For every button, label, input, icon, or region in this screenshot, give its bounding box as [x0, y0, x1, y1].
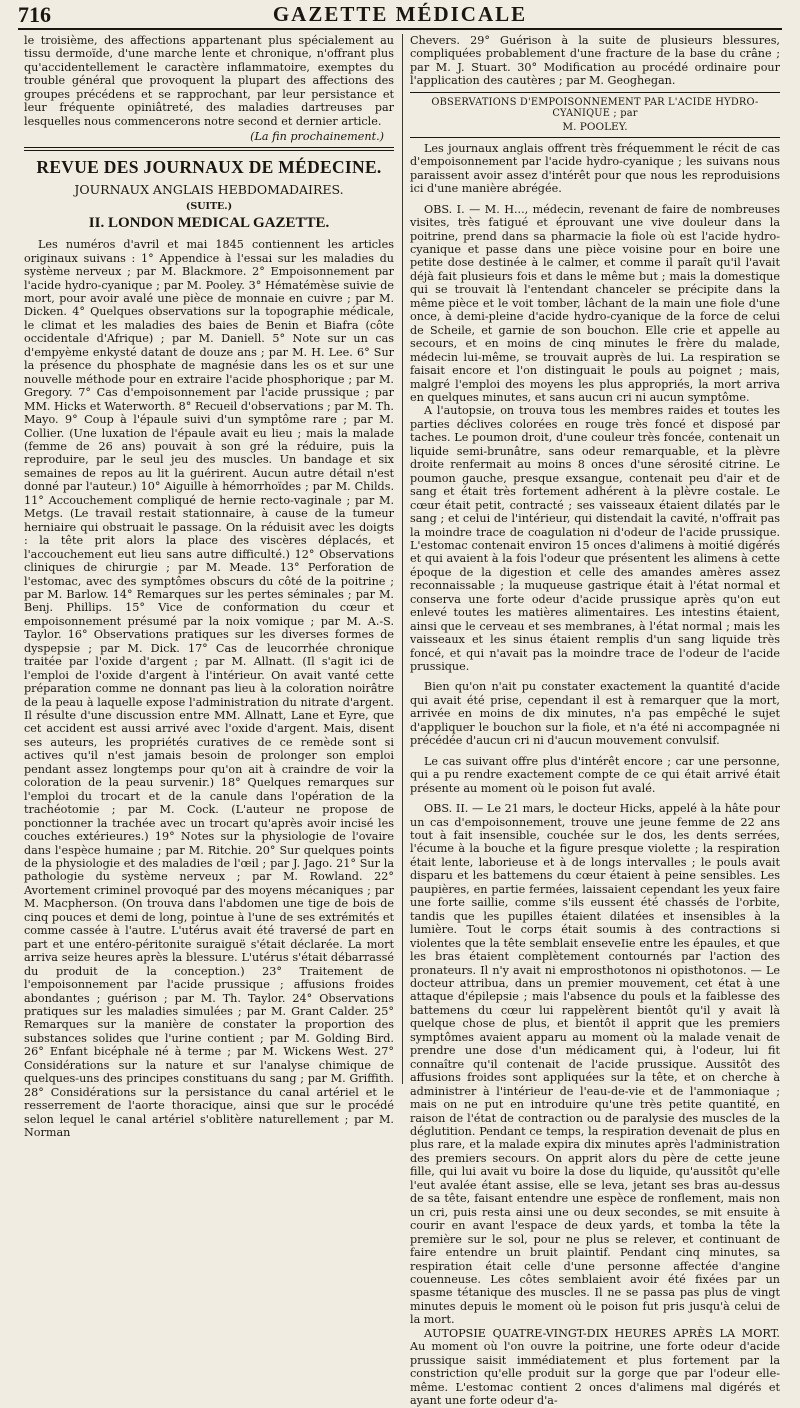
- remark-paragraph: Bien qu'on n'ait pu constater exactement la quantité d'acide qui avait été prise, cependant il est à remarquer que la mort, arrivée en moins de dix minutes, n'a pas empêché le sujet d'appliquer le bouchon sur la fiole, et n'a été ni accompagnée ni précédée d'aucun cri ni d'aucun mouvement convulsif.: [410, 680, 780, 748]
- running-head: [18, 2, 782, 30]
- articles-list-paragraph: Les numéros d'avril et mai 1845 contiennent les articles originaux suivans : 1° Appendice à l'essai sur les maladies du système nerveux ; par M. Blackmore. 2° Empoisonnement par l'acide hydro-cyanique ; par M. Pooley. 3° Hématémèse suivie de mort, pour avoir avalé une pièce de monnaie en cuivre ; par M. Dicken. 4° Quelques observations sur la topographie médicale, le climat et les maladies des baies de Benin et Biafra (côte occidentale d'Afrique) ; par M. Daniell. 5° Note sur un cas d'empyème enkysté datant de douze ans ; par M. H. Lee. 6° Sur la présence du phosphate de magnésie dans les os et sur une nouvelle méthode pour en extraire l'acide phosphorique ; par M. Gregory. 7° Cas d'empoisonnement par l'acide prussique ; par MM. Hicks et Waterworth. 8° Recueil d'observations ; par M. Th. Mayo. 9° Coup à l'épaule suivi d'un symptôme rare ; par M. Collier. (Une luxation de l'épaule avait eu lieu ; mais la malade (femme de 26 ans) pouvait à son gré la réduire, puis la reproduire, par le seul jeu des muscles. Un bandage et six semaines de repos au lit la guérirent. Aucun autre détail n'est donné par l'auteur.) 10° Aiguille à hémorrhoïdes ; par M. Childs. 11° Accouchement compliqué de hernie recto-vaginale ; par M. Metgs. (Le travail restait stationnaire, à cause de la tumeur herniaire qui obstruait le passage. On la réduisit avec les doigts : la tête prit alors la place des viscères déplacés, et l'accouchement eut lieu sans autre difficulté.) 12° Observations cliniques de chirurgie ; par M. Meade. 13° Perforation de l'estomac, avec des symptômes obscurs du côté de la poitrine ; par M. Barlow. 14° Remarques sur les pertes séminales ; par M. Benj. Phillips. 15° Vice de conformation du cœur et empoisonnement présumé par la noix vomique ; par M. A.-S. Taylor. 16° Observations pratiques sur les diverses formes de dyspepsie ; par M. Dick. 17° Cas de leucorrhée chronique traitée par l'oxide d'argent ; par M. Allnatt. (Il s'agit ici de l'emploi de l'oxide d'argent à l'intérieur. On avait vanté cette préparation comme ne donnant pas lieu à la coloration noirâtre de la peau à laquelle expose l'administration du nitrate d'argent. Il résulte d'une discussion entre MM. Allnatt, Lane et Eyre, que cet accident est aussi arrivé avec l'oxide d'argent. Mais, disent ses auteurs, les propriétés curatives de ce remède sont si actives qu'il n'est jamais besoin de prolonger son emploi pendant assez longtemps pour qu'on ait à craindre de voir la coloration de la peau survenir.) 18° Quelques remarques sur l'emploi du trocart et de la canule dans l'opération de la trachéotomie ; par M. Cock. (L'auteur ne propose de ponctionner la trachée avec un trocart qu'après avoir incisé les couches extérieures.) 19° Notes sur la physiologie de l'ovaire dans l'espèce humaine ; par M. Ritchie. 20° Sur quelques points de la physiologie et des maladies de l'œil ; par J. Jago. 21° Sur la pathologie du système nerveux ; par M. Rowland. 22° Avortement criminel provoqué par des moyens mécaniques ; par M. Macpherson. (On trouva dans l'abdomen une tige de bois de cinq pouces et demi de long, pointue à l'une de ses extrémités et comme cassée à l'autre. L'utérus avait été traversé de part en part et une entéro-péritonite suraiguë s'était déclarée. La mort arriva seize heures après la blessure. L'utérus s'était débarrassé du produit de la conception.) 23° Traitement de l'empoisonnement par l'acide prussique ; affusions froides abondantes ; guérison ; par M. Th. Taylor. 24° Observations pratiques sur les maladies simulées ; par M. Grant Calder. 25° Remarques sur la manière de constater la proportion des substances solides que l'urine contient ; par M. Golding Bird. 26° Enfant bicéphale né à terme ; par M. Wickens West. 27° Considérations sur la nature et sur l'analyse chimique de quelques-uns des principes constituans du sang ; par M. Griffith. 28° Considérations sur la persistance du canal artériel et le resserrement de l'aorte thoracique, ainsi que sur le procédé selon lequel le canal artériel s'oblitère naturellement ; par M. Norman: [24, 238, 394, 1140]
- suite-label: (SUITE.): [185, 201, 233, 213]
- section-divider: [24, 147, 394, 151]
- section-title: REVUE DES JOURNAUX DE MÉDECINE.: [36, 157, 382, 178]
- intro-paragraph: le troisième, des affections appartenant plus spécialement au tissu dermoïde, d'une marche lente et chronique, n'offrant plus qu'accidentellement le caractère inflammatoire, exemptes du trouble général que provoquent la plupart des affections des groupes précédens et se rapprochant, par leur persistance et leur fréquente opiniâtreté, des maladies dartreuses par lesquelles nous commencerons notre second et dernier article.: [24, 34, 394, 128]
- autopsy-2: AUTOPSIE QUATRE-VINGT-DIX HEURES APRÈS LA MORT. Au moment où l'on ouvre la poitrine, une forte odeur d'acide prussique saisit immédiatement et plus fortement par la constriction qu'elle produit sur la gorge que par l'odeur elle-même. L'estomac contient 2 onces d'alimens mal digérés et ayant une forte odeur d'a-: [410, 1326, 780, 1408]
- column-rule: [402, 34, 403, 1084]
- gazette-title: II. LONDON MEDICAL GAZETTE.: [88, 215, 330, 232]
- divider: [410, 92, 780, 93]
- right-column: [410, 34, 780, 1408]
- observations-author: M. POOLEY.: [562, 120, 628, 133]
- next-case-paragraph: Le cas suivant offre plus d'intérêt encore ; car une personne, qui a pu rendre exactement compte de ce qui était arrivé était présente au moment où le poison fut avalé.: [410, 754, 780, 795]
- observations-title: OBSERVATIONS D'EMPOISONNEMENT PAR L'ACIDE HYDRO-CYANIQUE ; par: [431, 96, 759, 119]
- articles-list-continuation: Chevers. 29° Guérison à la suite de plusieurs blessures, compliquées probablement d'une fracture de la base du crâne ; par M. J. Stuart. 30° Modification au procédé ordinaire pour l'application des cautères ; par M. Geoghegan.: [410, 34, 780, 88]
- divider: [410, 137, 780, 138]
- page-number: 716: [18, 2, 51, 27]
- subsection-title: JOURNAUX ANGLAIS HEBDOMADAIRES.: [74, 182, 344, 198]
- observation-1: OBS. I. — M. H..., médecin, revenant de faire de nombreuses visites, très fatigué et éprouvant une vive douleur dans la poitrine, prend dans sa pharmacie la fiole où est l'acide hydro-cyanique et passe dans une pièce voisine pour en boire une petite dose destinée à le calmer, et comme il paraît qu'il l'avait déjà fait plusieurs fois et dans le même but ; mais la domestique qui se trouvait là l'entendant chanceler se précipite dans la même pièce et le voit tomber, lâchant de la main une fiole d'une once, à demi-pleine d'acide hydro-cyanique de la force de celui de Scheile, et garnie de son bouchon. Elle crie et appelle au secours, et en moins de cinq minutes le frère du malade, médecin lui-même, se trouvait auprès de lui. La respiration se faisait encore et l'on distinguait le pouls au poignet ; mais, malgré l'emploi des moyens les plus appropriés, la mort arriva en quelques minutes, et sans aucun cri ni aucun symptôme.: [410, 202, 780, 404]
- journal-title: GAZETTE MÉDICALE: [272, 2, 528, 26]
- observation-2: OBS. II. — Le 21 mars, le docteur Hicks, appelé à la hâte pour un cas d'empoisonnement, trouve une jeune femme de 22 ans tout à fait insensible, couchée sur le dos, les dents serrées, l'écume à la bouche et la figure presque violette ; la respiration était lente, laborieuse et à de longs intervalles ; le pouls avait disparu et les battemens du cœur étaient à peine sensibles. Les paupières, en partie fermées, laissaient cependant les yeux faire une forte saillie, comme s'ils eussent été chassés de l'orbite, tandis que les pupilles étaient dilatées et insensibles à la lumière. Tout le corps était soumis à des contractions si violentes que la tête semblait enseveIie entre les épaules, et que les bras étaient complètement contournés par l'action des pronateurs. Il n'y avait ni emprosthotonos ni opisthotonos. — Le docteur attribua, dans un premier mouvement, cet état à une attaque d'épilepsie ; mais l'absence du pouls et la faiblesse des battemens du cœur lui rappelèrent bientôt qu'il y avait là quelque chose de plus, et bientôt il apprit que les premiers symptômes avaient apparu au moment où la malade venait de prendre une dose d'un médicament qui, à l'odeur, lui fit connaître qu'il contenait de l'acide prussique. Aussitôt des affusions froides sont appliquées sur la tête, et on cherche à administrer à l'intérieur de l'eau-de-vie et de l'ammoniaque ; mais on ne put en introduire qu'une très petite quantité, en raison de l'état de contraction ou de paralysie des muscles de la déglutition. Pendant ce temps, la respiration devenait de plus en plus rare, et la malade expira dix minutes après l'administration des premiers secours. On apprit alors du père de cette jeune fille, qui lui avait vu boire la dose du liquide, qu'aussitôt qu'elle l'eut avalée étant assise, elle se leva, jetant ses bras au-dessus de sa tête, faisant entendre une espèce de ronflement, mais non un cri, puis resta ainsi une ou deux secondes, se mit ensuite à courir en avant l'espace de deux yards, et tomba la tête la première sur le sol, pour ne plus se relever, et continuant de faire entendre un bruit plaintif. Pendant cinq minutes, sa respiration était celle d'une personne affectée d'angine couenneuse. Les côtes semblaient avoir été fixées par un spasme tétanique des muscles. Il ne se passa pas plus de vingt minutes depuis le moment où le poison fut pris jusqu'à celui de la mort.: [410, 802, 780, 1327]
- left-column: [24, 34, 394, 1140]
- continuation-note: (La fin prochainement.): [250, 130, 384, 144]
- observations-intro: Les journaux anglais offrent très fréquemment le récit de cas d'empoisonnement par l'acide hydro-cyanique ; les suivans nous paraissent avoir assez d'intérêt pour que nous les reproduisions ici d'une manière abrégée.: [410, 141, 780, 196]
- autopsy-1: A l'autopsie, on trouva tous les membres raides et toutes les parties déclives colorées en rouge très foncé et disposé par taches. Le poumon droit, d'une couleur très foncée, contenait un liquide semi-brunâtre, sans odeur remarquable, et la plèvre droite renfermait au moins 8 onces d'une sérosité citrine. Le poumon gauche, presque exsangue, contenait peu d'air et de sang et était très fortement adhérent à la plèvre costale. Le cœur était petit, contracté ; ses vaisseaux étaient dilatés par le sang ; et celui de l'intérieur, qui distendait la cavité, n'offrait pas la moindre trace de coagulation ni d'odeur de l'acide prussique. L'estomac contenait environ 15 onces d'alimens à moitié digérés et qui avaient à la fois l'odeur que présentent les alimens à cette époque de la digestion et celle des amandes amères assez reconnaissable ; la muqueuse gastrique était à l'état normal et conserva une forte odeur d'acide prussique après qu'on eut enlevé toutes les matières alimentaires. Les intestins étaient, ainsi que le cerveau et ses membranes, à l'état normal ; mais les vaisseaux et les sinus étaient remplis d'un sang liquide très foncé, et qui n'avait pas la moindre trace de l'odeur de l'acide prussique.: [410, 404, 780, 674]
